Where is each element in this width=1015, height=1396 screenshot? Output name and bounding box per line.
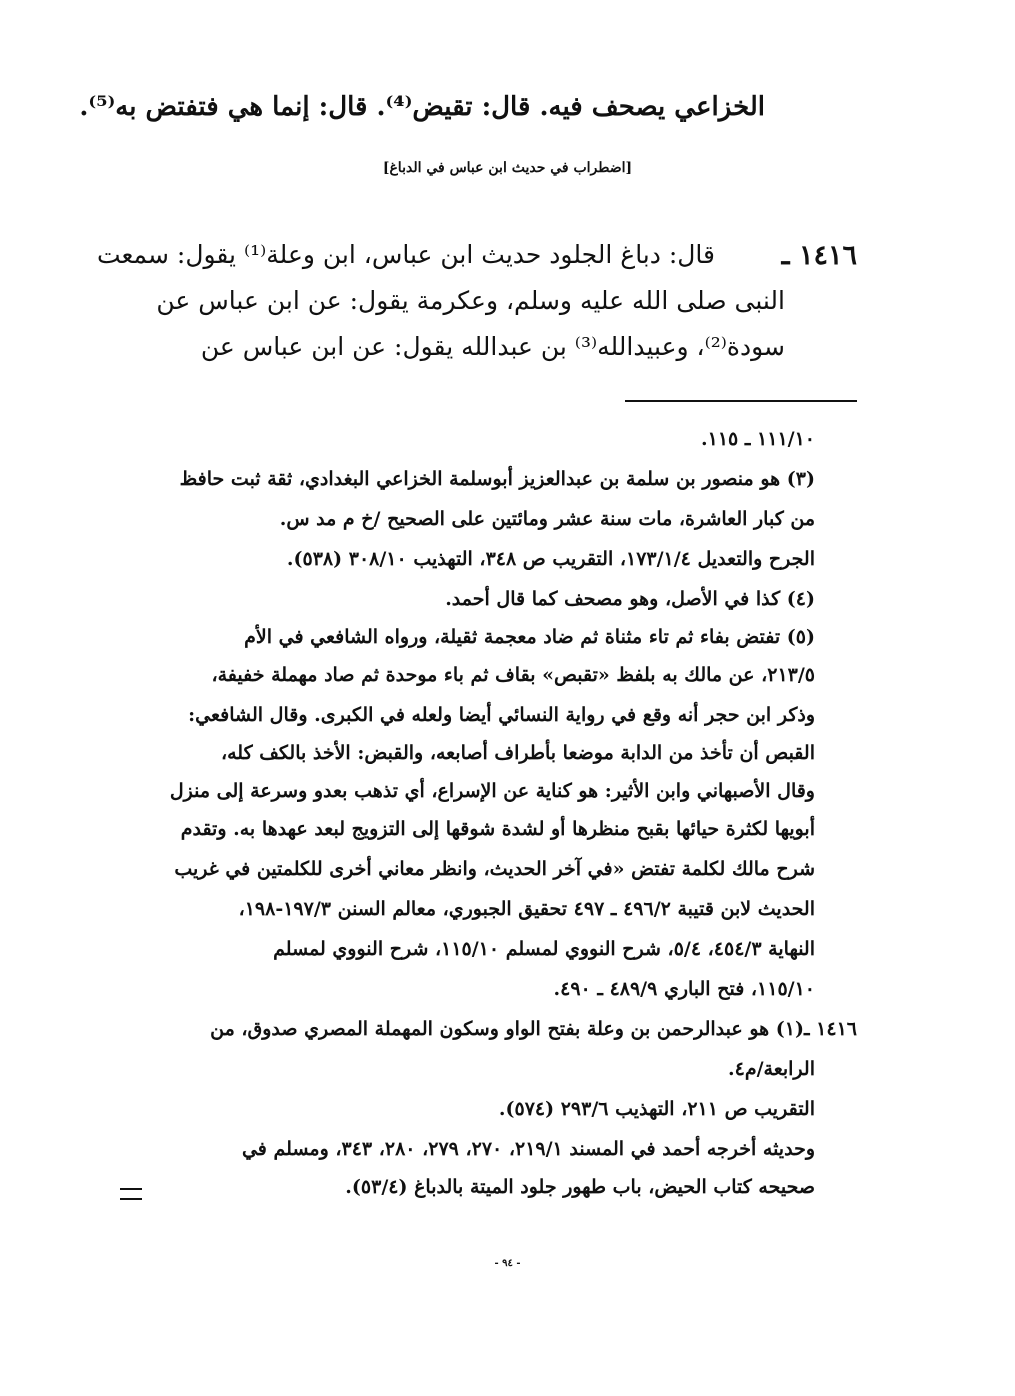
footnote-line: الحديث لابن قتيبة ٤٩٦/٢ ـ ٤٩٧ تحقيق الجبوري، معالم السنن ١٩٧/٣-١٩٨، [238, 898, 815, 920]
footnote-line: (٣) هو منصور بن سلمة بن عبدالعزيز أبوسلمة الخزاعي البغدادي، ثقة ثبت حافظ [179, 468, 815, 490]
footnote-line: أبويها لكثرة حيائها بقبح منظرها أو لشدة شوقها إلى التزويج لبعد عهدها به. وتقدم [180, 818, 815, 840]
footnote-line: القبص أن تأخذ من الدابة موضعا بأطراف أصابعه، والقبض: الأخذ بالكف كله، [220, 742, 815, 764]
hadith-line: قال: دباغ الجلود حديث ابن عباس، ابن وعلة⁽¹⁾ يقول: سمعت [96, 240, 715, 269]
footnote-line: ١١٥/١٠، فتح الباري ٤٨٩/٩ ـ ٤٩٠. [553, 978, 815, 1000]
footnote-line: ١٤١٦ ـ(١) هو عبدالرحمن بن وعلة بفتح الواو وسكون المهملة المصري صدوق، من [210, 1018, 857, 1040]
footnote-line: النهاية ٤٥٤/٣، ٥/٤، شرح النووي لمسلم ١١٥/١٠، شرح النووي لمسلم [273, 938, 815, 960]
footnote-line: التقريب ص ٢١١، التهذيب ٢٩٣/٦ (٥٧٤). [498, 1098, 815, 1120]
footnote-separator [625, 400, 857, 402]
footnote-line: وقال الأصبهاني وابن الأثير: هو كناية عن الإسراع، أي تذهب بعدو وسرعة إلى منزل [169, 780, 815, 802]
footnote-line: ٢١٣/٥، عن مالك به بلفظ «تقبص» بقاف ثم باء موحدة ثم صاد مهملة خفيفة، [211, 664, 815, 686]
footnote-line: (٥) تفتض بفاء ثم تاء مثناة ثم ضاد معجمة ثقيلة، ورواه الشافعي في الأم [244, 626, 815, 648]
continuation-mark [120, 1188, 142, 1200]
hadith-number: ١٤١٦ ـ [781, 240, 857, 271]
footnote-line: صحيحه كتاب الحيض، باب طهور جلود الميتة بالدباغ (٥٣/٤). [345, 1176, 815, 1198]
hadith-line: سودة⁽²⁾، وعبيدالله⁽³⁾ بن عبدالله يقول: عن ابن عباس عن [200, 332, 785, 361]
intro-line: الخزاعي يصحف فيه. قال: تقيض⁽⁴⁾. قال: إنما هي فتفتض به⁽⁵⁾. [79, 92, 765, 122]
footnote-line: ١١١/١٠ ـ ١١٥. [700, 428, 815, 450]
footnote-line: شرح مالك لكلمة تفتض «في آخر الحديث، وانظر معاني أخرى للكلمتين في غريب [174, 858, 815, 880]
section-heading: [اضطراب في حديث ابن عباس في الدباغ] [382, 160, 633, 176]
page-number: - ٩٤ - [494, 1258, 521, 1269]
footnote-line: (٤) كذا في الأصل، وهو مصحف كما قال أحمد. [445, 588, 815, 610]
hadith-line: النبى صلى الله عليه وسلم، وعكرمة يقول: عن ابن عباس عن [156, 286, 785, 315]
footnote-line: وحديثه أخرجه أحمد في المسند ٢١٩/١، ٢٧٠، ٢٧٩، ٢٨٠، ٣٤٣، ومسلم في [241, 1138, 815, 1160]
footnote-line: وذكر ابن حجر أنه وقع في رواية النسائي أيضا ولعله في الكبرى. وقال الشافعي: [188, 704, 815, 726]
footnote-line: الرابعة/م٤. [727, 1058, 815, 1080]
footnote-line: من كبار العاشرة، مات سنة عشر ومائتين على الصحيح /خ م مد س. [279, 508, 815, 530]
footnote-line: الجرح والتعديل ١٧٣/١/٤، التقريب ص ٣٤٨، التهذيب ٣٠٨/١٠ (٥٣٨). [286, 548, 815, 570]
